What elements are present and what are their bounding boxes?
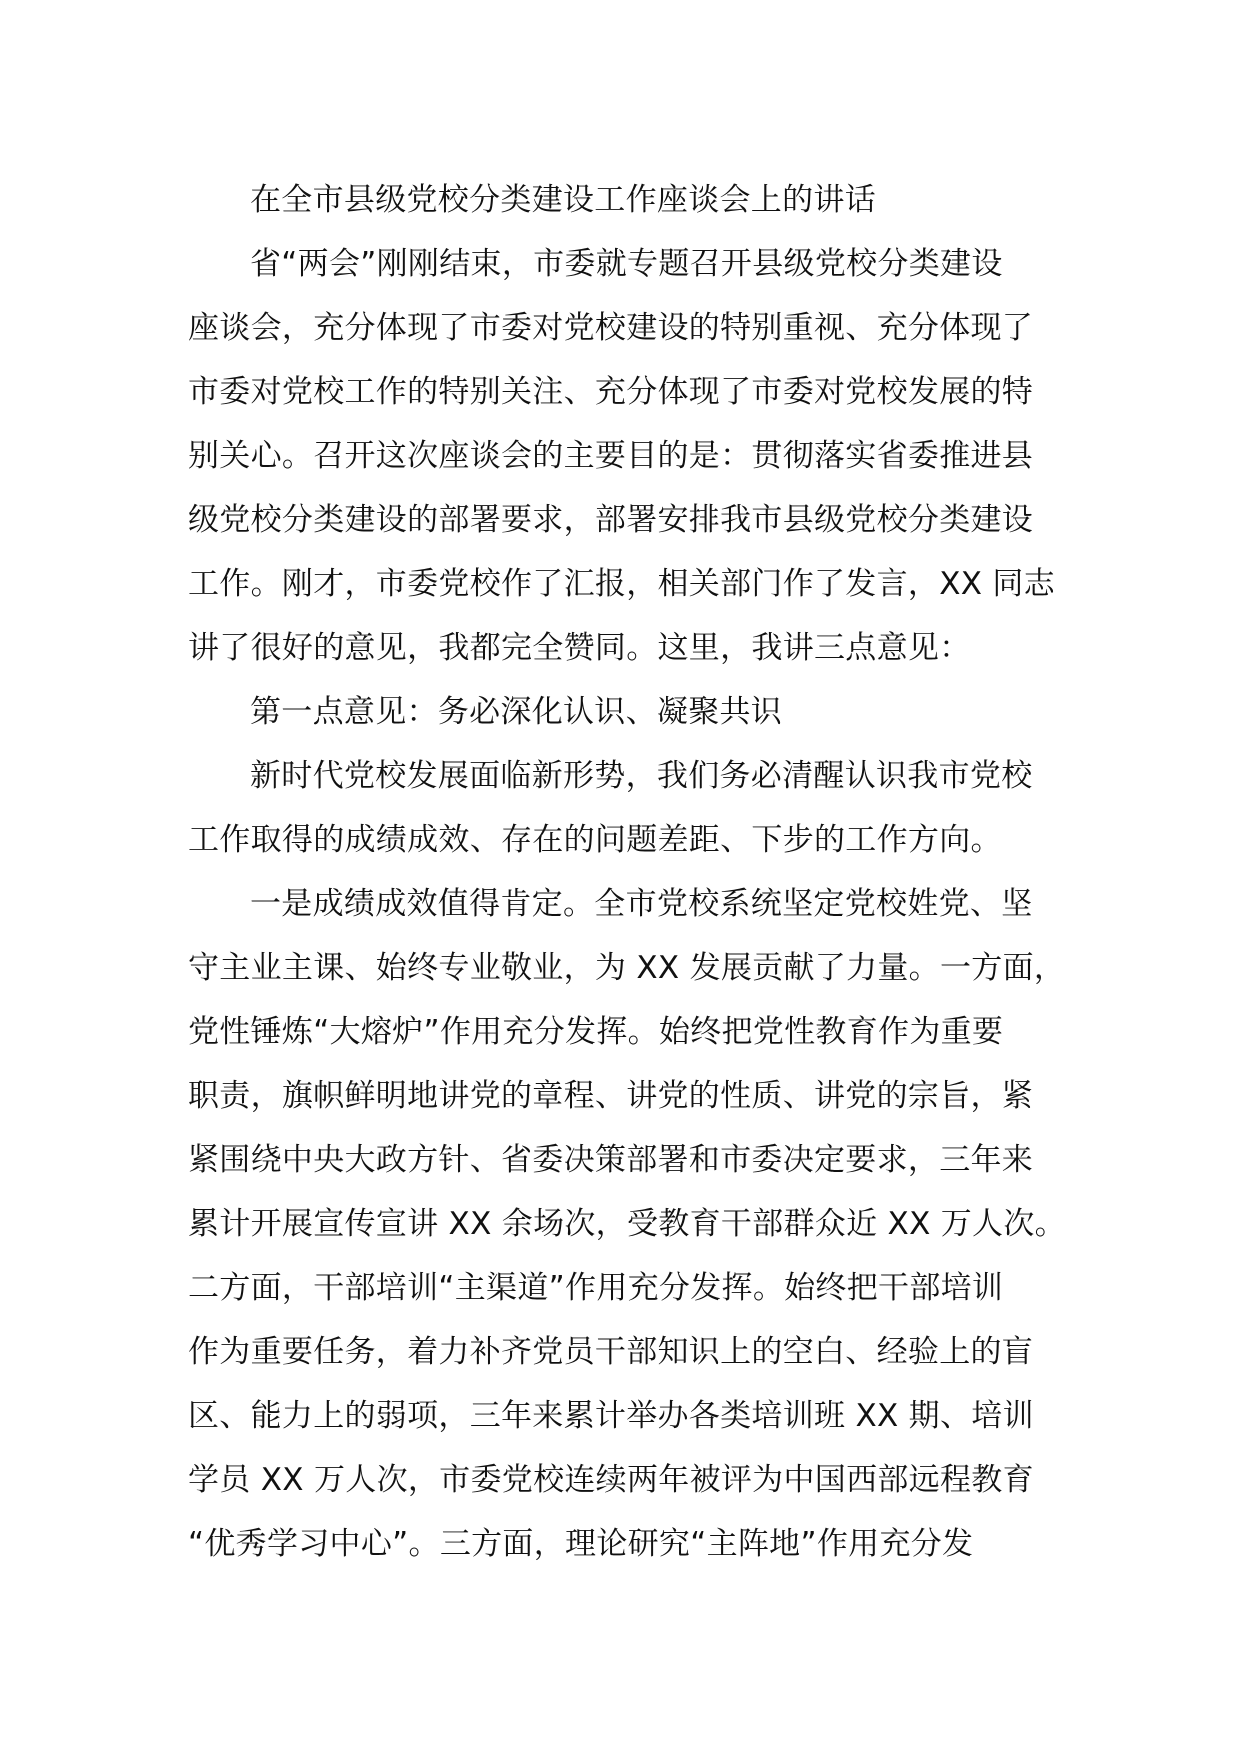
text-line: 党性锤炼“大熔炉”作用充分发挥。始终把党性教育作为重要	[188, 1014, 1004, 1050]
text-line: 新时代党校发展面临新形势，我们务必清醒认识我市党校	[250, 758, 1033, 794]
text-line: 职责，旗帜鲜明地讲党的章程、讲党的性质、讲党的宗旨，紧	[188, 1078, 1034, 1114]
text-line: 市委对党校工作的特别关注、充分体现了市委对党校发展的特	[188, 374, 1034, 410]
text-line: 工作。刚才，市委党校作了汇报，相关部门作了发言，XX 同志	[188, 566, 1056, 602]
text-line: 区、能力上的弱项，三年来累计举办各类培训班 XX 期、培训	[188, 1398, 1034, 1434]
text-line: 别关心。召开这次座谈会的主要目的是：贯彻落实省委推进县	[188, 438, 1034, 474]
text-line: 学员 XX 万人次，市委党校连续两年被评为中国西部远程教育	[188, 1462, 1034, 1498]
text-line: 级党校分类建设的部署要求，部署安排我市县级党校分类建设	[188, 502, 1034, 538]
text-line: 累计开展宣传宣讲 XX 余场次，受教育干部群众近 XX 万人次。	[188, 1206, 1066, 1242]
text-line: 作为重要任务，着力补齐党员干部知识上的空白、经验上的盲	[188, 1334, 1034, 1370]
text-line: 一是成绩成效值得肯定。全市党校系统坚定党校姓党、坚	[250, 886, 1033, 922]
text-line: “优秀学习中心”。三方面，理论研究“主阵地”作用充分发	[188, 1526, 974, 1562]
text-line: 二方面，干部培训“主渠道”作用充分发挥。始终把干部培训	[188, 1270, 1004, 1306]
text-line: 座谈会，充分体现了市委对党校建设的特别重视、充分体现了	[188, 310, 1034, 346]
text-line: 守主业主课、始终专业敬业，为 XX 发展贡献了力量。一方面，	[188, 950, 1066, 986]
speech-text	[188, 168, 1088, 1576]
text-line: 省“两会”刚刚结束，市委就专题召开县级党校分类建设	[250, 246, 1003, 282]
text-line: 讲了很好的意见，我都完全赞同。这里，我讲三点意见：	[188, 630, 971, 666]
document-title: 在全市县级党校分类建设工作座谈会上的讲话	[250, 182, 876, 218]
text-line: 紧围绕中央大政方针、省委决策部署和市委决定要求，三年来	[188, 1142, 1034, 1178]
text-line: 工作取得的成绩成效、存在的问题差距、下步的工作方向。	[188, 822, 1002, 858]
section-heading: 第一点意见：务必深化认识、凝聚共识	[250, 694, 783, 730]
